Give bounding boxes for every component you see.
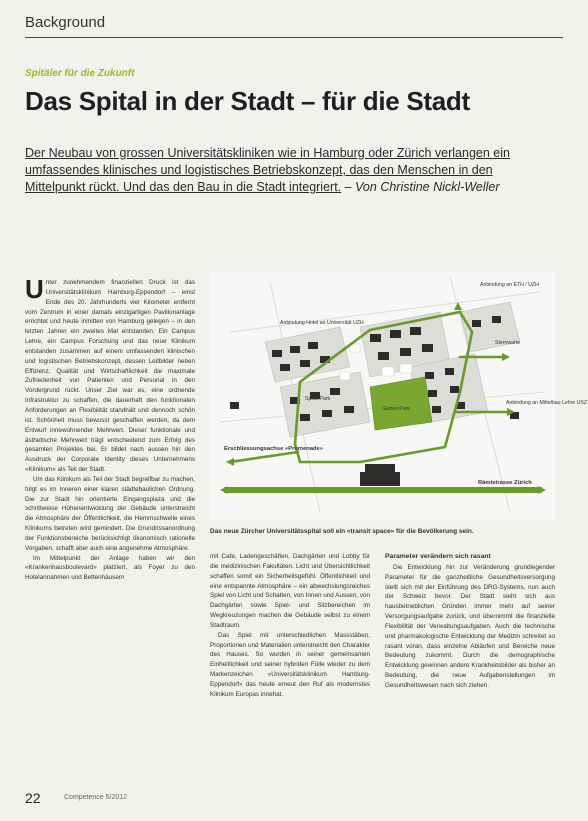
site-plan-map	[210, 272, 588, 520]
lead-dash: –	[341, 180, 356, 194]
body-column-2	[210, 552, 370, 732]
lead-text: Der Neubau von grossen Universitätskliniken wie in Hamburg oder Zürich verlangen ein umfassendes klinisches und logistisches Betriebskonzept, das den Menschen in den Mittelpunkt rückt. Und das den Bau in die Stadt integriert.	[25, 146, 510, 194]
paragraph: Um das Klinikum als Teil der Stadt begreifbar zu machen, folgt es im Inneren einer klaren städtebaulichen Ordnung. Die zur Stadt hin orientierte Eingangsplaza und die schrittweise Höhenentwicklung der Gebäude unterstreicht die Atmosphäre der Öffentlichkeit, die Hemmschwelle eines Klinikums betreten wird gemindert. Die Grundrissanordnung der Funktionsbereiche berücksichtigt ökonomisch rationelle Vorgaben, schafft aber auch eine angenehme Atmosphäre.	[25, 475, 195, 552]
paragraph: mit Cafe, Ladengeschäften, Dachgärten und Lobby für die medizinischen Fakultäten. Licht und Übersichtlichkeit schaffen somit ein Sicherheitsgefühl. Öffentlichkeit und eine entspannte Atmosphäre – ein abwechslungsreiches Spiel von Licht und Schatten, von Innen und Aussen, von Dachgärten sowie Spiel- und Sitzbereichen im Wegkreuzungen machen die Gebäude selbst zu einem Stadtraum.	[210, 553, 370, 629]
article-lead	[25, 145, 555, 196]
body-column-1	[25, 274, 195, 788]
label-right-upper: Sternwarte	[495, 340, 521, 346]
section-header	[25, 14, 563, 38]
section-title: Background	[25, 14, 106, 31]
label-right-lower: Anbindung an Mittelbau Lehre USZ	[506, 400, 588, 406]
body-column-3	[385, 552, 555, 732]
paragraph: Im Mittelpunkt der Anlage haben wir den «Krankenhausboulevard» platziert, als Foyer zu den Hotelannahmen und Bettenhäusern	[25, 554, 195, 582]
label-center: Garten Park	[382, 406, 410, 412]
label-top-left: Anbindung Hotel an Universität UZH	[280, 320, 364, 326]
label-middle-left: Spital Park	[305, 396, 331, 402]
label-top-right: Anbindung an ETH / UZH	[480, 282, 539, 288]
article-byline: Von Christine Nickl-Weller	[355, 180, 500, 194]
figure-caption: Das neue Zürcher Universitätsspital soll ein «transit space» für die Bevölkerung sein.	[210, 528, 474, 535]
paragraph	[25, 274, 195, 475]
street-bar	[224, 487, 542, 493]
section-subhead: Parameter verändern sich rasant	[385, 553, 491, 560]
journal-name: Competence 5/2012	[64, 794, 128, 801]
page-number: 22	[25, 790, 41, 806]
dropcap: U	[25, 274, 44, 304]
label-bottom: Rämistrasse Zürich	[478, 480, 532, 486]
paragraph: Das Spiel mit unterschiedlichen Massstäben, Proportionen und Materialien unterstreicht den Charakter des Hauses. So wurden in seiner gemeinsamen Einheitlichkeit und seiner hybriden Fülle wieder zu dem Markenzeichen «Universitätsklinikum Hamburg-Eppendorf» das heute erneut den Ruf als modernstes Klinikum Europas innehat.	[210, 631, 370, 698]
label-promenade: Erschliessungsachse «Promenade»	[224, 446, 323, 452]
paragraph-text: nter zunehmendem finanziellen Druck ist das Universitätsklinikum Hamburg-Eppendorf – einst Ende des 20. Jahrhunderts vier Kilometer entfernt vom Zentrum in einer damals einzigartigen Pavillonanlage errichtet und heute inmitten von Hamburg gelegen – in den letzten Jahren ein zweites Mal entstanden. Ein Campus Lehre, ein Campus Forschung und das neue Klinikum entstanden zusammen auf einem umfassenden klinischen und logistischen Betriebskonzept, dessen Leitbilder neben Effizienz, Qualität und Wirtschaftlichkeit die maximale Zufriedenheit von Patienten und Personal in den Vordergrund rückt. Unser Ziel war es, eine ordnende Infrastruktur zu schaffen, die dauerhaft den funktionalen Anforderungen an Flexibilität standhält und dennoch schön ist. Schönheit muss bewusst geschaffen werden, da dem Entwurf innewohnender Mehrwert. Dieser funktionale und ästhetische Mehrwert trägt entscheidend zum Erfolg des gesamten Projektes bei. Er bildet nach aussen hin den Ausdruck der Corporate Identity dieses Unternehmens «Klinikum» als Teil der Stadt.	[25, 279, 195, 474]
article-kicker: Spitäler für die Zukunft	[25, 68, 135, 79]
article-headline: Das Spital in der Stadt – für die Stadt	[25, 86, 470, 116]
site-plan-figure	[210, 272, 588, 520]
paragraph: Die Entwicklung hin zur Veränderung grundlegender Parameter für die ganzheitliche Gesundheitsversorgung stellt sich mit der Einführung des DRG-Systems, nun auch der Schweiz bevor. Der Stadt sieht sich aus hausbetrieblichen Gründen immer mehr auf seiner Versorgungsaufgabe zurück, und übernimmt die finanzielle Flexibilität der Verwaltungsaufgaben. Auch die technische und pharmakologische Entwicklung der Medizin schreitet so rasant voran, dass einzelne Abläufen und Bereiche neue Bedeutung zukommt. Durch die demographische Entwicklung gewinnen andere Krankheitsbilder als bisher an Bedeutung, die neue Aufgabenstellungen im Gesundheitswesen nach sich ziehen.	[385, 563, 555, 689]
